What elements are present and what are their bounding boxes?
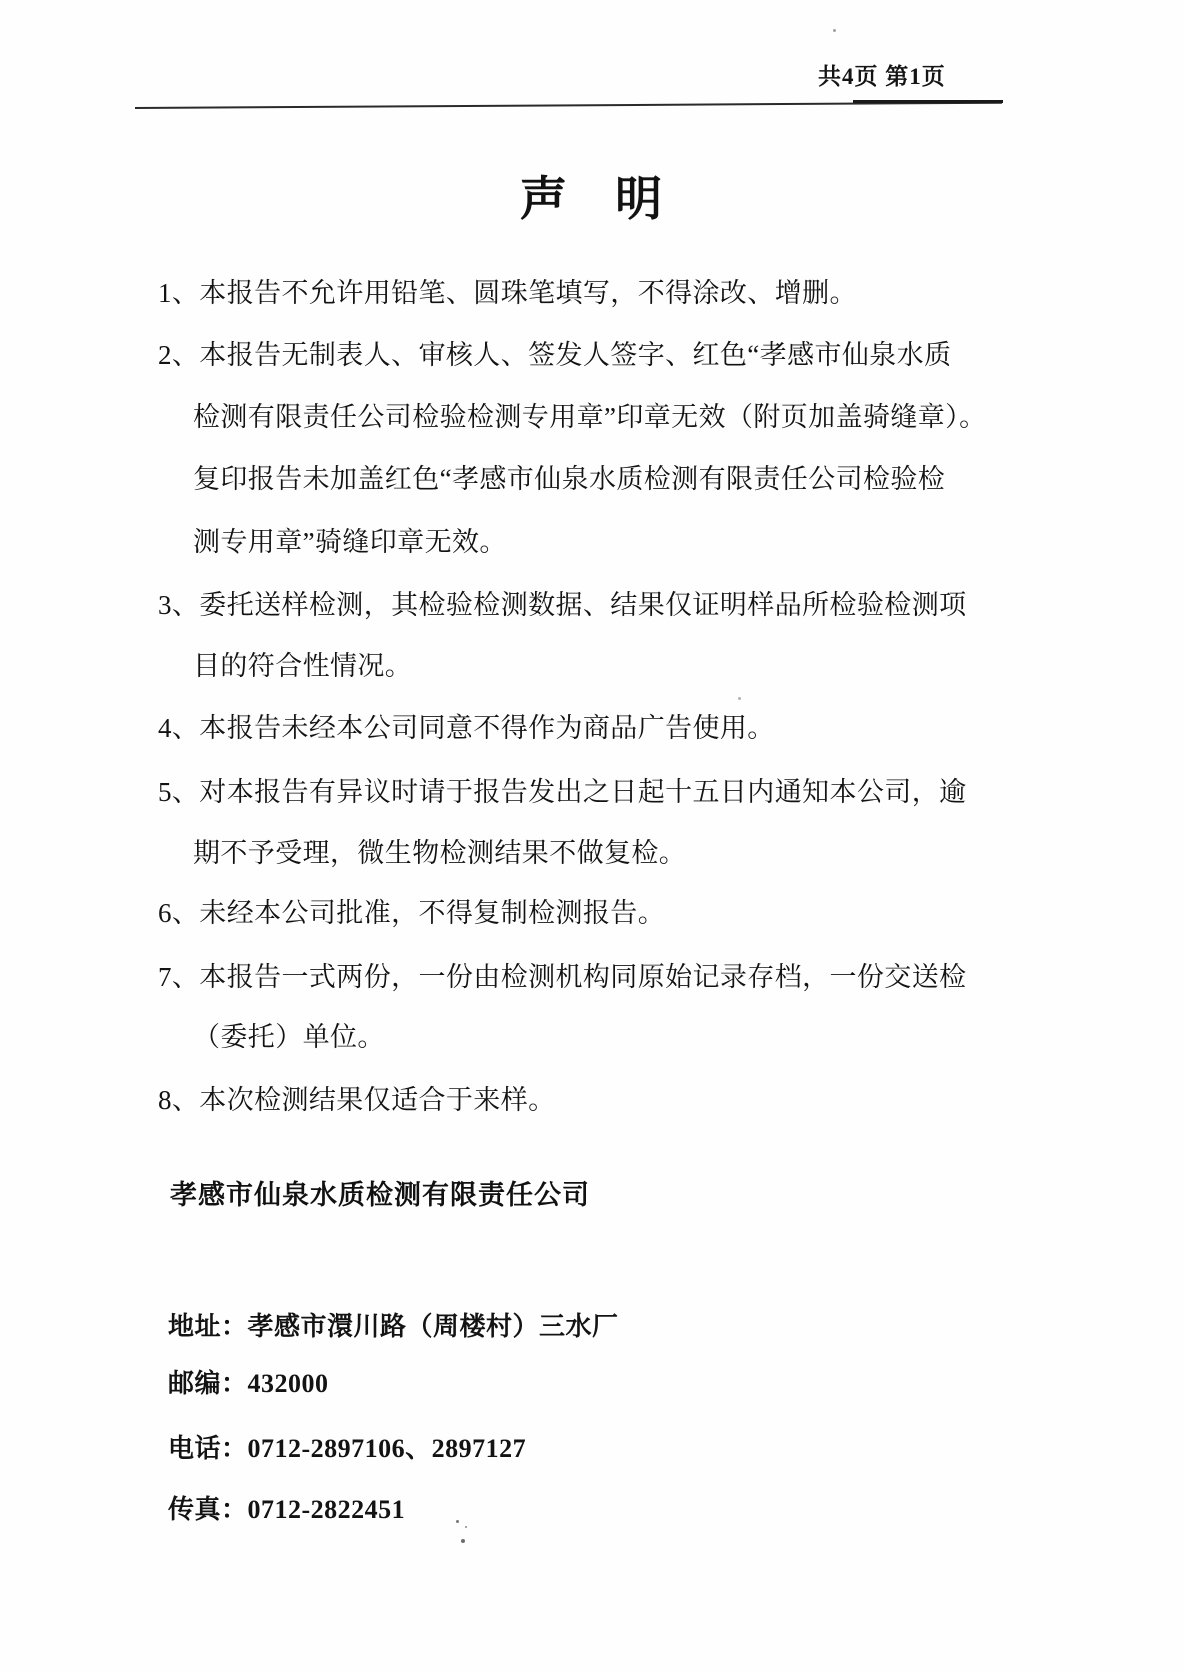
scan-artifact-dot	[461, 1539, 465, 1543]
header-rule-underline	[853, 100, 1003, 103]
statement-line-7: 7、本报告一式两份，一份由检测机构同原始记录存档，一份交送检	[158, 962, 967, 992]
statement-line-8: 8、本次检测结果仅适合于来样。	[158, 1085, 556, 1115]
scan-artifact-dot	[465, 1526, 467, 1528]
page-number-info: 共4页 第1页	[818, 64, 946, 89]
statement-line-3b: 目的符合性情况。	[193, 651, 413, 681]
contact-postcode: 邮编：432000	[168, 1369, 329, 1398]
scan-artifact-dot	[456, 1520, 459, 1523]
statement-line-5b: 期不予受理，微生物检测结果不做复检。	[193, 838, 687, 868]
statement-line-3: 3、委托送样检测，其检验检测数据、结果仅证明样品所检验检测项	[158, 590, 967, 620]
page-title: 声 明	[519, 172, 665, 227]
statement-line-1: 1、本报告不允许用铅笔、圆珠笔填写，不得涂改、增删。	[158, 278, 857, 308]
contact-phone: 电话：0712-2897106、2897127	[168, 1434, 527, 1463]
statement-line-2c: 复印报告未加盖红色“孝感市仙泉水质检测有限责任公司检验检	[193, 464, 946, 494]
scan-artifact-dot	[833, 29, 836, 32]
statement-line-2b: 检测有限责任公司检验检测专用章”印章无效（附页加盖骑缝章）。	[193, 402, 987, 432]
scan-artifact-dot	[738, 697, 741, 700]
statement-line-5: 5、对本报告有异议时请于报告发出之日起十五日内通知本公司，逾	[158, 777, 967, 807]
statement-line-2d: 测专用章”骑缝印章无效。	[193, 527, 507, 557]
statement-line-2: 2、本报告无制表人、审核人、签发人签字、红色“孝感市仙泉水质	[158, 340, 952, 370]
contact-address: 地址：孝感市澴川路（周楼村）三水厂	[168, 1312, 619, 1341]
contact-fax: 传真：0712-2822451	[168, 1495, 406, 1524]
statement-line-6: 6、未经本公司批准，不得复制检测报告。	[158, 898, 666, 928]
statement-line-7b: （委托）单位。	[193, 1022, 385, 1052]
company-name: 孝感市仙泉水质检测有限责任公司	[170, 1180, 590, 1211]
statement-line-4: 4、本报告未经本公司同意不得作为商品广告使用。	[158, 713, 775, 743]
